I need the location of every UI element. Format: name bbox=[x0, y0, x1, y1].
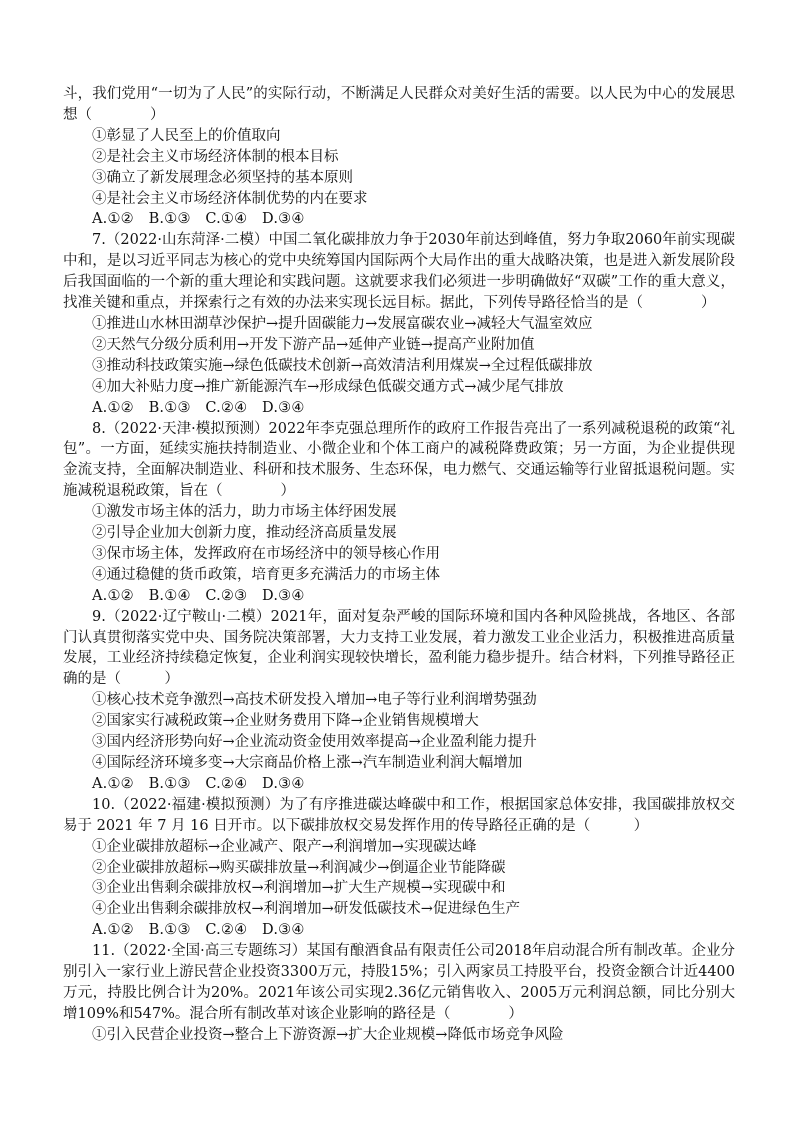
question-9-stem: 9.（2022·辽宁鞍山·二模）2021年，面对复杂严峻的国际环境和国内各种风险挑战，各地区、各部门认真贯彻落实党中央、国务院决策部署，大力支持工业发展，着力激发工业企业活力，积极推进高质量发展，工业经济持续稳定恢复，企业利润实现较快增长，盈利能力稳步提升。结合材料，下列推导路径正确的是（ ） bbox=[63, 608, 735, 688]
question-10-stem: 10.（2022·福建·模拟预测）为了有序推进碳达峰碳中和工作，根据国家总体安排，我国碳排放权交易于 2021 年 7 月 16 日开市。以下碳排放权交易发挥作用的传导路径正确的是（ ） bbox=[63, 796, 735, 834]
question-9-option-2: ②国家实行减税政策→企业财务费用下降→企业销售规模增大 bbox=[92, 713, 479, 730]
question-6-stem: 斗，我们党用“一切为了人民”的实际行动，不断满足人民群众对美好生活的需要。以人民为中心的发展思想（ ） bbox=[63, 86, 735, 123]
question-10-option-3: ③企业出售剩余碳排放权→利润增加→扩大生产规模→实现碳中和 bbox=[92, 880, 506, 897]
question-8-option-3: ③保市场主体，发挥政府在市场经济中的领导核心作用 bbox=[92, 545, 440, 562]
question-6-option-3: ③确立了新发展理念必须坚持的基本原则 bbox=[92, 169, 353, 186]
question-6-option-1: ①彰显了人民至上的价值取向 bbox=[92, 127, 281, 144]
question-10-option-4: ④企业出售剩余碳排放权→利润增加→研发低碳技术→促进绿色生产 bbox=[92, 901, 520, 918]
question-7-option-4: ④加大补贴力度→推广新能源汽车→形成绿色低碳交通方式→减少尾气排放 bbox=[92, 378, 564, 395]
question-7-option-2: ②天然气分级分质利用→开发下游产品→延伸产业链→提高产业附加值 bbox=[92, 336, 535, 353]
document-body bbox=[63, 84, 735, 1046]
question-11-option-1: ①引入民营企业投资→整合上下游资源→扩大企业规模→降低市场竞争风险 bbox=[92, 1026, 564, 1043]
question-8-option-4: ④通过稳健的货币政策，培育更多充满活力的市场主体 bbox=[92, 566, 440, 583]
question-6-option-4: ④是社会主义市场经济体制优势的内在要求 bbox=[92, 190, 368, 207]
question-11-stem: 11.（2022·全国·高三专题练习）某国有酿酒食品有限责任公司2018年启动混合所有制改革。企业分别引入一家行业上游民营企业投资3300万元，持股15%；引入两家员工持股平台，投资金额合计近4400万元，持股比例合计为20%。2021年该公司实现2.36亿元销售收入、2005万元利润总额，同比分别大增109%和547%。混合所有制改革对该企业影响的路径是（ ） bbox=[63, 943, 735, 1022]
question-9-option-1: ①核心技术竞争激烈→高技术研发投入增加→电子等行业利润增势强劲 bbox=[92, 692, 537, 709]
question-9-option-3: ③国内经济形势向好→企业流动资金使用效率提高→企业盈利能力提升 bbox=[92, 734, 537, 751]
question-9-option-4: ④国际经济环境多变→大宗商品价格上涨→汽车制造业利润大幅增加 bbox=[92, 755, 523, 771]
question-6-option-2: ②是社会主义市场经济体制的根本目标 bbox=[92, 148, 339, 165]
question-6-answers: A.①② B.①③ C.①④ D.③④ bbox=[92, 211, 305, 228]
question-7-option-1: ①推进山水林田湖草沙保护→提升固碳能力→发展富碳农业→减轻大气温室效应 bbox=[92, 315, 593, 332]
question-8-answers: A.①② B.①④ C.②③ D.③④ bbox=[92, 587, 305, 604]
question-10-answers: A.①② B.①③ C.②④ D.③④ bbox=[92, 922, 305, 939]
question-10-option-1: ①企业碳排放超标→企业减产、限产→利润增加→实现碳达峰 bbox=[92, 838, 477, 855]
question-7-option-3: ③推动科技政策实施→绿色低碳技术创新→高效清洁利用煤炭→全过程低碳排放 bbox=[92, 357, 593, 374]
question-9-answers: A.①② B.①③ C.②④ D.③④ bbox=[92, 775, 305, 792]
question-7-answers: A.①② B.①③ C.②④ D.③④ bbox=[92, 399, 305, 416]
question-7-stem: 7.（2022·山东菏泽·二模）中国二氧化碳排放力争于2030年前达到峰值，努力争取2060年前实现碳中和，是以习近平同志为核心的党中央统筹国内国际两个大局作出的重大战略决策，也是进入新发展阶段后我国面临的一个新的重大理论和实践问题。这就要求我们必须进一步明确做好“双碳”工作的重大意义，找准关键和重点，并探索行之有效的办法来实现长远目标。据此，下列传导路径恰当的是（ ） bbox=[63, 232, 735, 312]
question-8-option-1: ①激发市场主体的活力，助力市场主体纾困发展 bbox=[92, 504, 397, 521]
question-8-option-2: ②引导企业加大创新力度，推动经济高质量发展 bbox=[92, 525, 397, 542]
question-10-option-2: ②企业碳排放超标→购买碳排放量→利润减少→倒逼企业节能降碳 bbox=[92, 859, 506, 876]
question-8-stem: 8.（2022·天津·模拟预测）2022年李克强总理所作的政府工作报告亮出了一系列减税退税的政策“礼包”。一方面，延续实施扶持制造业、小微企业和个体工商户的减税降费政策；另一方面，为企业提供现金流支持，全面解决制造业、科研和技术服务、生态环保，电力燃气、交通运输等行业留抵退税问题。实施减税退税政策，旨在（ ） bbox=[63, 420, 735, 500]
